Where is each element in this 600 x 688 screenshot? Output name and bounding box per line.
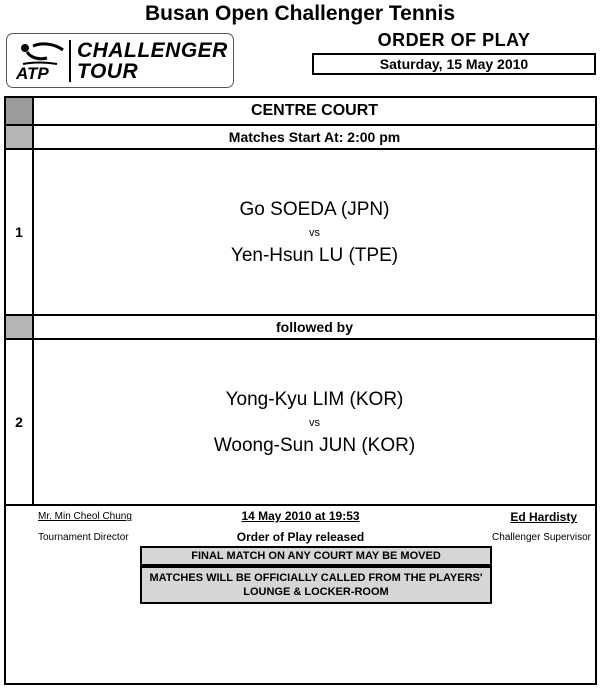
tournament-title: Busan Open Challenger Tennis	[145, 2, 455, 25]
match-2-player-1: Yong-Kyu LIM (KOR)	[225, 389, 404, 410]
match-2-player-2: Woong-Sun JUN (KOR)	[213, 435, 416, 456]
supervisor-role: Challenger Supervisor	[492, 532, 591, 543]
match-row-1	[6, 150, 595, 316]
court-name: CENTRE COURT	[250, 102, 379, 119]
notice-final-match: FINAL MATCH ON ANY COURT MAY BE MOVED	[140, 546, 492, 566]
followed-by-marker	[6, 316, 34, 338]
match-row-2	[6, 340, 595, 506]
order-of-play-title: ORDER OF PLAY	[377, 30, 531, 50]
match-1-player-1: Go SOEDA (JPN)	[239, 199, 390, 220]
order-of-play-sheet	[4, 96, 597, 685]
logo-divider	[69, 40, 71, 82]
order-of-play-date: Saturday, 15 May 2010	[312, 53, 596, 75]
start-time-marker	[6, 126, 34, 148]
notice-matches-called	[140, 566, 492, 604]
footer	[6, 506, 595, 683]
followed-by-label: followed by	[276, 319, 353, 335]
match-body	[34, 340, 595, 504]
followed-by-row	[6, 316, 595, 340]
notice-line-1: MATCHES WILL BE OFFICIALLY CALLED FROM THE PLAYERS'	[149, 572, 483, 584]
match-2-vs: vs	[309, 417, 320, 429]
match-body	[34, 150, 595, 314]
match-1-vs: vs	[309, 227, 320, 239]
match-number: 1	[6, 150, 34, 314]
tournament-director-role: Tournament Director	[38, 532, 129, 543]
logo-brand	[77, 40, 228, 82]
logo-line1: CHALLENGER	[77, 39, 228, 62]
court-header-marker	[6, 98, 34, 124]
match-1-player-2: Yen-Hsun LU (TPE)	[230, 245, 399, 266]
released-datetime: 14 May 2010 at 19:53	[241, 509, 360, 523]
released-label: Order of Play released	[236, 530, 365, 544]
start-time: Matches Start At: 2:00 pm	[228, 129, 401, 145]
tournament-director-name: Mr. Min Cheol Chung	[38, 511, 132, 522]
notice-line-2: LOUNGE & LOCKER-ROOM	[243, 586, 389, 598]
logo-line2: TOUR	[77, 60, 139, 83]
match-number: 2	[6, 340, 34, 504]
supervisor-name: Ed Hardisty	[510, 510, 577, 524]
court-header-row	[6, 98, 595, 126]
start-time-row	[6, 126, 595, 150]
atp-challenger-tour-logo	[6, 33, 234, 88]
atp-logo-text: ATP	[16, 64, 49, 83]
